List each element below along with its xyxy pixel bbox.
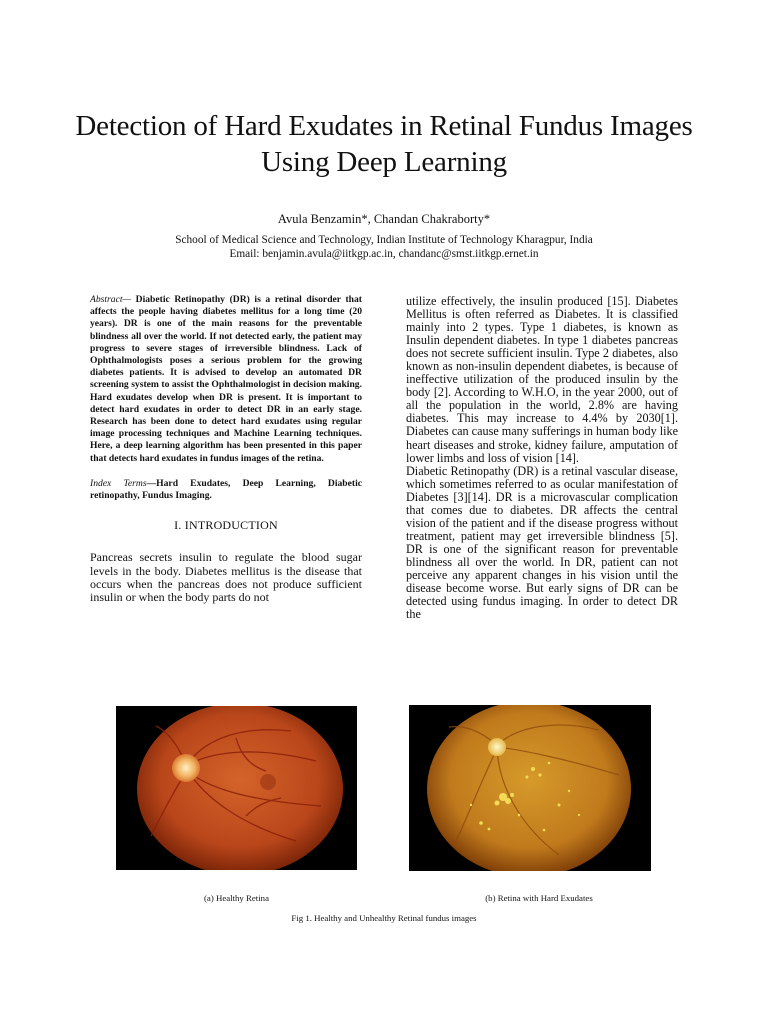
macula [260, 774, 276, 790]
email-line: Email: benjamin.avula@iitkgp.ac.in, chandanc@smst.iitkgp.ernet.in [229, 248, 539, 260]
author-list [60, 211, 708, 227]
fundus-disc [137, 706, 343, 870]
paper-title: Detection of Hard Exudates in Retinal Fundus Images Using Deep Learning [75, 110, 693, 178]
index-terms-text: —Hard Exudates, Deep Learning, Diabetic retinopathy, Fundus Imaging. [90, 477, 363, 502]
left-column [90, 294, 362, 604]
caption-figure-b: (b) Retina with Hard Exudates [485, 893, 593, 903]
abstract-text: Diabetic Retinopathy (DR) is a retinal disorder that affects the people having diabetes mellitus for a long time (20 years). DR is one of the main reasons for the preventable blindness all over the world. If not detected early, the patient may progress to severe stages of irreversible blindness. Lack of Ophthalmologists poses a serious problem for the growing diabetes patients. It is advised to develop an automated DR screening system to assist the Ophthalmologist in decision making. Hard exudates develop when DR is present. It is important to detect hard exudates in order to detect DR in an early stage. Research has been done to detect hard exudates using regular image processing techniques and Machine Learning techniques. Here, a deep learning algorithm has been presented in this paper that detects hard exudates in fundus images of the retina. [90, 294, 362, 464]
abstract-lead: Abstract— [90, 294, 132, 305]
exudate-retina-image [409, 705, 651, 871]
authors-line: Avula Benzamin*, Chandan Chakraborty* [277, 212, 491, 226]
fundus-disc [427, 705, 631, 871]
abstract [90, 294, 362, 465]
index-terms-lead: Index Terms [90, 477, 147, 489]
optic-disc [488, 738, 506, 756]
optic-disc [172, 754, 200, 782]
figure-healthy-retina [116, 706, 357, 870]
caption-figure-a: (a) Healthy Retina [204, 893, 269, 903]
figure-retina-exudates [409, 705, 651, 871]
intro-paragraph-right-2: Diabetic Retinopathy (DR) is a retinal vascular disease, which sometimes referred to as ocular manifestation of Diabetes [3][14]. DR is a microvascular complication that comes due to diabetes. DR affects the central vision of the patient and if the disease progress without treatment, patient may get irreversible blindness [5]. DR is one of the significant reason for preventable blindness all over the world. In DR, patient can not perceive any apparent changes in his vision until the disease become worse. But early signs of DR can be detected using fundus imaging. In order to detect DR the [406, 463, 678, 622]
index-terms [90, 478, 362, 502]
intro-paragraph-left: Pancreas secrets insulin to regulate the blood sugar levels in the body. Diabetes mellitus is the disease that occurs when the pancreas does not produce sufficient insulin or when the body parts do not [90, 550, 362, 604]
healthy-retina-image [116, 706, 357, 870]
intro-paragraph-right-1: utilize effectively, the insulin produced [15]. Diabetes Mellitus is often referred as Diabetes. It is classified mainly into 2 types. Type 1 diabetes, is known as Insulin dependent diabetes. In type 1 diabetes pancreas does not secrete sufficient insulin. Type 2 diabetes, also known as non-insulin dependent diabetes, is because of ineffective utilization of the produced insulin by the body [2]. According to W.H.O, in the year 2000, out of all the population in the world, 2.8% are having diabetes. This may increase to 4.4% by 2030[1]. Diabetes can cause many sufferings in human body like heart diseases and stroke, kidney failure, amputation of lower limbs and loss of vision [14]. [406, 294, 678, 465]
section-heading-introduction: I. INTRODUCTION [174, 518, 278, 533]
affiliation: School of Medical Science and Technology, Indian Institute of Technology Kharagpur, India [175, 234, 593, 246]
figure-caption: Fig 1. Healthy and Unhealthy Retinal fundus images [291, 913, 477, 923]
right-column [406, 295, 678, 621]
